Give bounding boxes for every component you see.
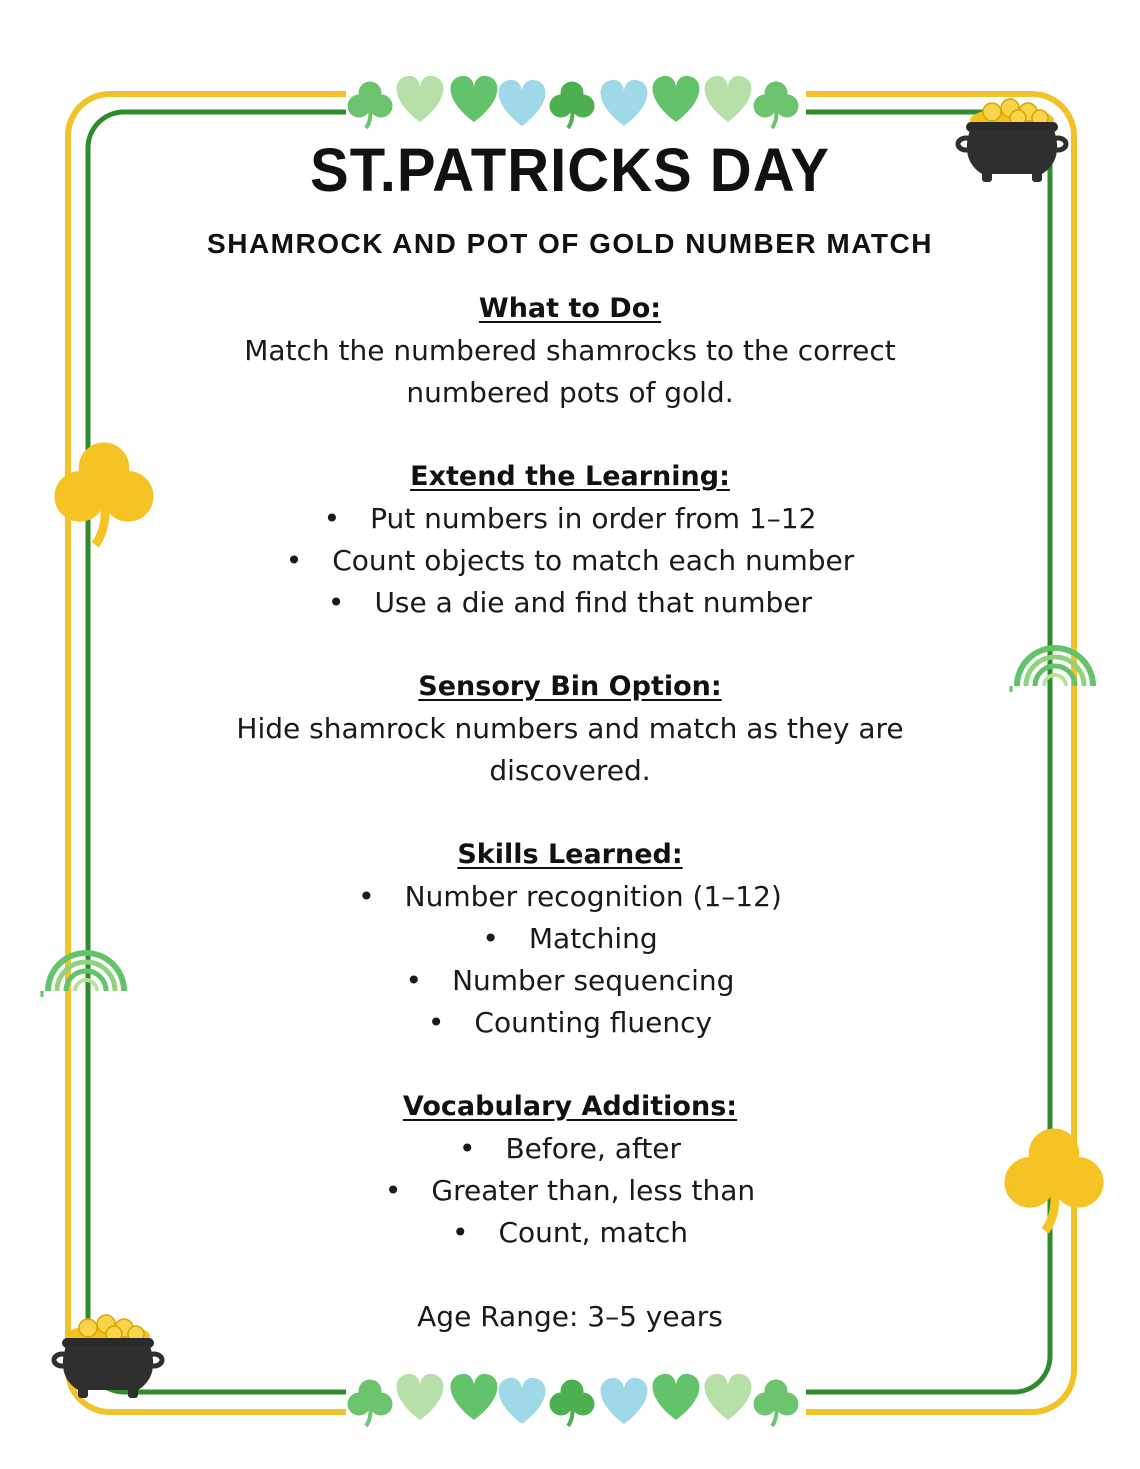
section-text: Match the numbered shamrocks to the correct numbered pots of gold.: [244, 334, 896, 409]
rainbow-icon: [42, 953, 124, 997]
section-extend-learning: [120, 456, 1020, 624]
section-heading: Sensory Bin Option:: [418, 671, 722, 702]
list-item: • Number recognition (1–12): [358, 880, 782, 913]
list-item: • Counting fluency: [427, 1006, 713, 1039]
section-heading: What to Do:: [478, 293, 662, 324]
list-item: • Put numbers in order from 1–12: [323, 502, 817, 535]
section-skills-learned: [120, 834, 1020, 1044]
list-item: • Before, after: [458, 1132, 682, 1165]
bottom-garland: [346, 1374, 806, 1426]
section-heading: Extend the Learning:: [410, 461, 730, 492]
list-item: • Number sequencing: [405, 964, 735, 997]
age-range: Age Range: 3–5 years: [417, 1300, 723, 1333]
section-heading: Vocabulary Additions:: [402, 1091, 738, 1122]
list-item: • Count objects to match each number: [285, 544, 855, 577]
section-heading: Skills Learned:: [457, 839, 683, 870]
activity-card: [120, 128, 1020, 1338]
list-item: • Use a die and find that number: [327, 586, 813, 619]
shamrock-icon: [1006, 1130, 1103, 1231]
section-what-to-do: [120, 288, 1020, 414]
page-title: ST.PATRICKS DAY: [310, 136, 830, 205]
section-sensory-bin: [120, 666, 1020, 792]
section-text: Hide shamrock numbers and match as they are discovered.: [236, 712, 904, 787]
list-item: • Greater than, less than: [384, 1174, 756, 1207]
top-garland: [346, 76, 806, 128]
section-vocabulary: [120, 1086, 1020, 1254]
page-subtitle: SHAMROCK AND POT OF GOLD NUMBER MATCH: [207, 228, 933, 259]
list-item: • Matching: [482, 922, 658, 955]
list-item: • Count, match: [451, 1216, 689, 1249]
